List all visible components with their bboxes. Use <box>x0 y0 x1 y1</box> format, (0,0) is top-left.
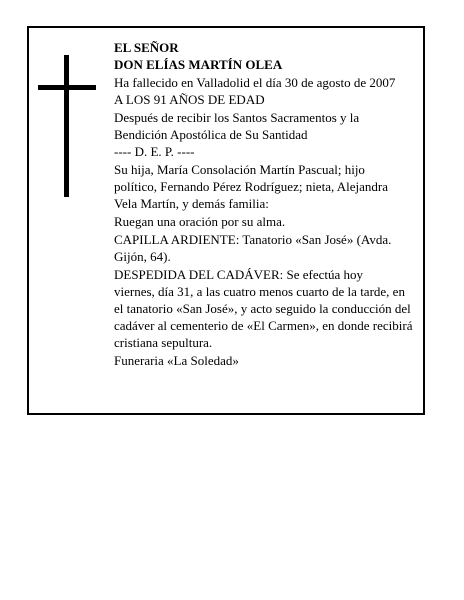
dep-line: ---- D. E. P. ---- <box>114 144 195 159</box>
sacraments-text: Después de recibir los Santos Sacramentos y la Bendición Apostólica de Su Santidad <box>114 110 360 142</box>
funeral-home-text: Funeraria «La Soledad» <box>114 353 239 368</box>
death-info: Ha fallecido en Valladolid el día 30 de agosto de 2007 <box>114 75 396 90</box>
obituary-text <box>114 39 429 369</box>
age-line: A LOS 91 AÑOS DE EDAD <box>114 92 265 107</box>
deceased-name: DON ELÍAS MARTÍN OLEA <box>114 57 283 72</box>
family-text: Su hija, María Consolación Martín Pascual; hijo político, Fernando Pérez Rodríguez; nieta, Alejandra Vela Martín, y demás familia: <box>114 162 388 211</box>
title-line-1: EL SEÑOR <box>114 40 179 55</box>
cross-icon <box>38 55 96 197</box>
cross-vertical-bar <box>64 55 69 197</box>
farewell-text: DESPEDIDA DEL CADÁVER: Se efectúa hoy viernes, día 31, a las cuatro menos cuarto de la tarde, en el tanatorio «San José», y acto seguido la conducción del cadáver al cementerio de «El Carmen», en donde recibirá cristiana sepultura. <box>114 267 413 350</box>
prayer-text: Ruegan una oración por su alma. <box>114 214 286 229</box>
cross-horizontal-bar <box>38 85 96 90</box>
chapel-text: CAPILLA ARDIENTE: Tanatorio «San José» (Avda. Gijón, 64). <box>114 232 392 264</box>
